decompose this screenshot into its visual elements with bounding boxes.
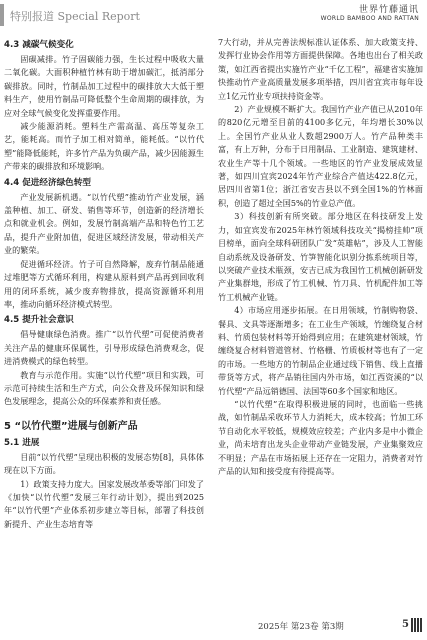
paragraph: 7大行动，并从完善法规标准认证体系、加大政策支持、发挥行业协会作用等方面提供保障。各地也出台了相关政策，如江西省提出实施竹产业“千亿工程”，福建省实施加快推动竹产业高质量发展多项举措，四川省宜宾市每年设立1亿元竹业专项扶持资金等。: [218, 37, 423, 101]
heading-4-4: 4.4 促进经济绿色转型: [4, 177, 91, 188]
page-header: [0, 0, 427, 30]
journal-masthead: [321, 2, 419, 22]
heading-5-1: 5.1 进展: [4, 437, 40, 448]
page-footer: [218, 618, 423, 634]
paragraph: 1）政策支持力度大。国家发展改革委等部门印发了《加快“以竹代塑”发展三年行动计划》，提出到2025年“以竹代塑”产业体系初步建立等目标，部署了科技创新提升、产业生态培育等: [4, 478, 204, 529]
paragraph: 2）产业规模不断扩大。我国竹产业产值已从2010年的820亿元增至目前的4100多亿元，年均增长30%以上。全国竹产业从业人数超2900万人。竹产品种类丰富，有上万种，分布于日用制品、工业制造、建筑建材、农业生产等十几个领域。一些地区的竹产业发展成效显著，如四川宜宾2024年竹产业综合产值达422.8亿元，居四川省第1位；浙江省安吉县以不到全国1%的竹林面积，创造了超过全国5%的竹业总产值。: [218, 104, 423, 208]
paragraph: 固碳减排。竹子固碳能力强，生长过程中吸收大量二氧化碳。大面积种植竹林有助于增加碳汇，抵消部分碳排放。同时，竹制品加工过程中的碳排放大大低于塑料生产，使用竹制品可降低整个生命周期的碳排放，为应对全球气候变化发挥重要作用。: [4, 54, 204, 118]
paragraph: “以竹代塑”在取得积极进展的同时，也面临一些挑战，如竹制品采收环节人力消耗大，成本较高；竹加工环节自动化水平较低，规模效应较差；产业内多是中小微企业，尚未培育出龙头企业带动产业链发展，产业集聚效应不明显；产品在市场拓展上还存在一定阻力，消费者对竹产品的认知和接受度有待提高等。: [218, 398, 423, 476]
paragraph: 减少能源消耗。塑料生产需高温、高压等复杂工艺，能耗高。而竹子加工相对简单，能耗低。“以竹代塑”能降低能耗，许多竹产品为负碳产品，减少因能源生产带来的碳排放和环境影响。: [4, 121, 204, 172]
journal-name-cn: 世界竹藤通讯: [358, 5, 419, 15]
left-column: [4, 36, 204, 531]
section-label: 特别报道 Special Report: [10, 10, 140, 23]
paragraph: 4）市场应用逐步拓展。在日用领域，竹制购物袋、餐具、文具等逐渐增多；在工业生产领域，竹缠绕复合材料、竹质包装材料等开始得到应用；在建筑建材领域，竹缠绕复合材料管道管材、竹格栅、竹质板材等也有了一定的市场。一些地方的竹制品企业通过线下销售、线上直播带货等方式，将产品销往国内外市场，如江西资溪的“以竹代塑”产品远销德国、法国等60多个国家和地区。: [218, 305, 423, 396]
paragraph: 目前“以竹代塑”呈现出积极的发展态势[8]，具体体现在以下方面。: [4, 451, 204, 476]
section-tag: [0, 4, 150, 26]
heading-4-5: 4.5 提升社会意识: [4, 315, 74, 326]
journal-name-en: WORLD BAMBOO AND RATTAN: [320, 15, 419, 22]
paragraph: 促进循环经济。竹子可自然降解，废弃竹制品能通过堆肥等方式循环利用，构建从原料到产品再到回收利用的闭环系统，减少废弃物排放，提高资源循环利用率，推动向循环经济模式转型。: [4, 258, 204, 309]
page-number: 5: [402, 619, 409, 630]
paragraph: 3）科技创新有所突破。部分地区在科技研发上发力，如宜宾发布2025年林竹领域科技攻关“揭榜挂帅”项目榜单，面向全球科研团队广发“英雄帖”，涉及人工智能自动系统及设备研发、竹笋智能化识别分拣系统项目等，以突破产业技术瓶颈，安吉已成为我国竹工机械创新研发产业集群地，形成了竹工机械、竹刀具、竹机配件加工等竹工机械产业链。: [218, 211, 423, 302]
paragraph: 教育与示范作用。实施“以竹代塑”项目和实践，可示范可持续生活和生产方式，向公众普及环保知识和绿色发展理念，提高公众的环保素养和责任感。: [4, 369, 204, 407]
paragraph: 产业发展新机遇。“以竹代塑”推动竹产业发展，涵盖种植、加工、研发、销售等环节，创造新的经济增长点和就业机会。例如，发展竹制高端产品和特色竹工艺品，提升产业附加值，促进区域经济发展，带动相关产业的繁荣。: [4, 191, 204, 256]
section-tag-bar: [0, 4, 4, 26]
paragraph: 倡导健康绿色消费。推广“以竹代塑”可促使消费者关注产品的健康环保属性，引导形成绿色消费观念，促进消费模式的绿色转型。: [4, 329, 204, 367]
heading-4-3: 4.3 减碳气候变化: [4, 40, 74, 50]
issue-info: 2025年 第23卷 第3期: [258, 622, 344, 632]
right-column: [218, 36, 423, 478]
qr-code-icon: [411, 618, 423, 632]
heading-5: 5 “以竹代塑”进展与创新产品: [4, 420, 138, 432]
